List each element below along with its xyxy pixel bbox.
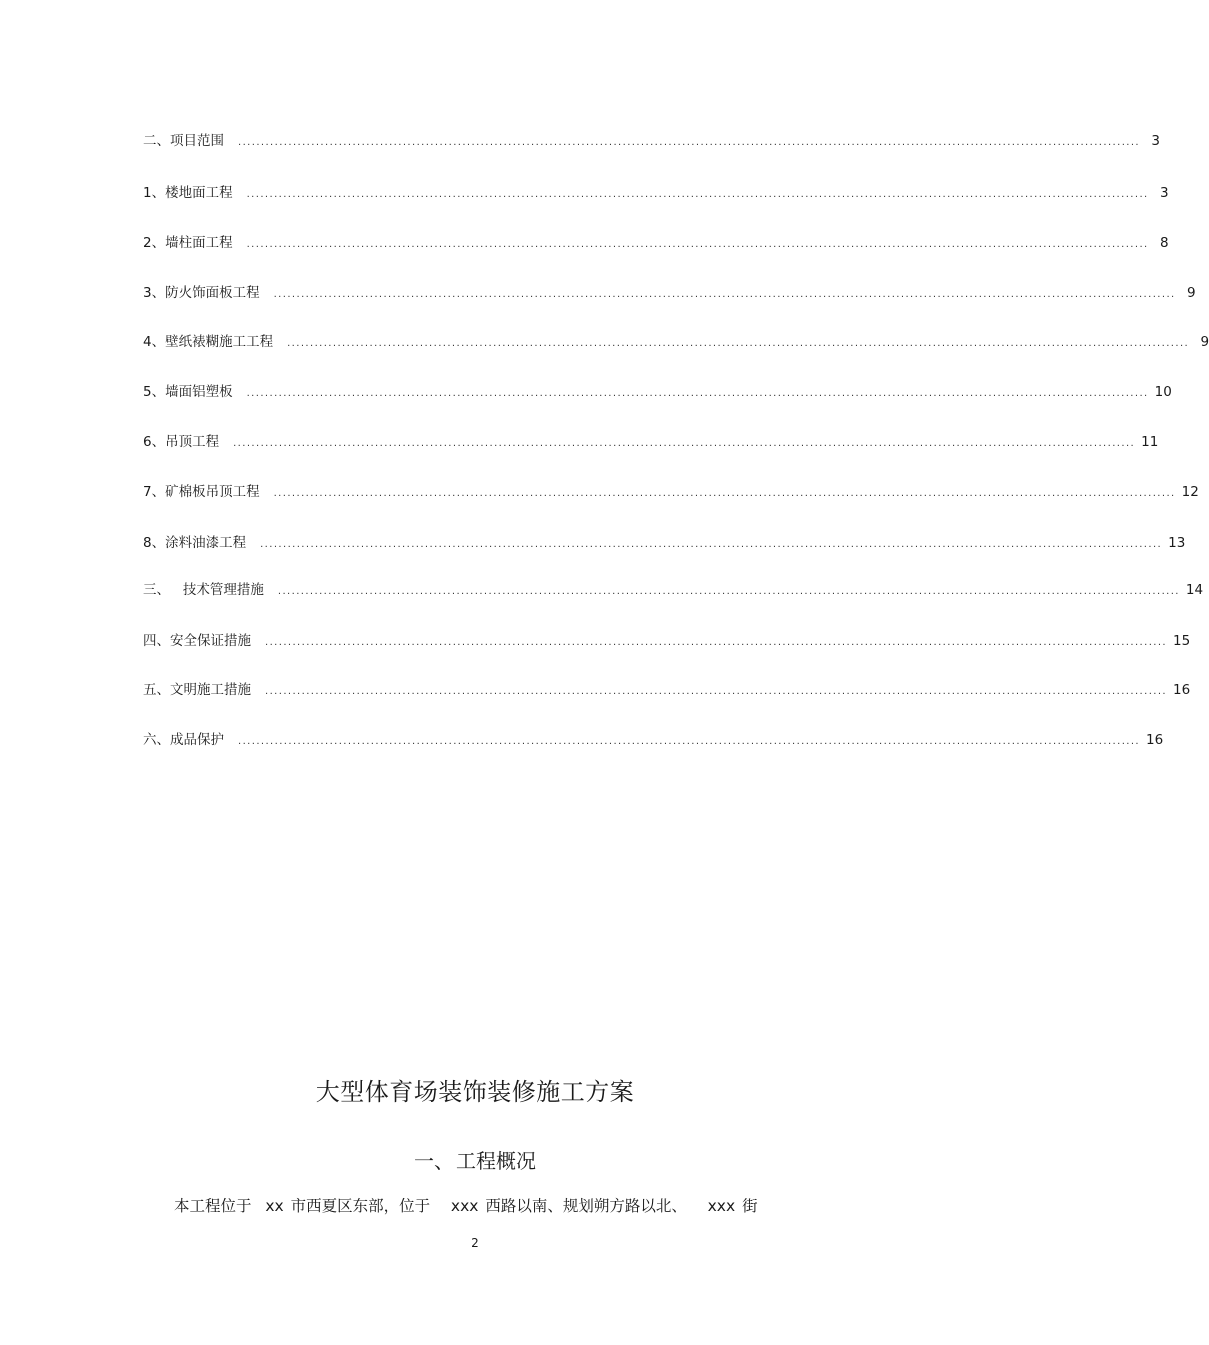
toc-entry[interactable] [143, 580, 1204, 600]
toc-entry-label: 7、矿棉板吊顶工程 [143, 484, 260, 500]
toc-entry[interactable] [143, 382, 1172, 402]
toc-entry-label: 1、楼地面工程 [143, 185, 233, 201]
toc-entry-page: 12 [1181, 484, 1199, 500]
toc-entry-label: 四、安全保证措施 [143, 633, 251, 649]
toc-entry-label: 5、墙面铝塑板 [143, 384, 233, 400]
toc-entry[interactable] [143, 283, 1196, 303]
toc-entry-page: 3 [1151, 133, 1161, 149]
section-number: 一、 [414, 1149, 454, 1173]
toc-entry-page: 8 [1160, 235, 1169, 251]
section-title: 工程概况 [456, 1149, 536, 1173]
toc-entry-page: 15 [1173, 633, 1191, 649]
toc-entry-label: 3、防火饰面板工程 [143, 285, 260, 301]
toc-leader-dots: ..................................................................................................................................................................................................... [260, 539, 1163, 550]
section-heading [0, 1145, 950, 1174]
toc-entry[interactable] [143, 680, 1191, 700]
toc-entry-label: 三、 技术管理措施 [143, 582, 264, 598]
toc-leader-dots: ..................................................................................................................................................................................................... [287, 338, 1190, 349]
body-paragraph: 本工程位于 xx 市西夏区东部，位于 xxx 西路以南、规划朔方路以北、 xxx 街 [174, 1197, 758, 1215]
toc-leader-dots: ..................................................................................................................................................................................................... [265, 637, 1168, 648]
toc-leader-dots: ..................................................................................................................................................................................................... [246, 388, 1149, 399]
toc-entry[interactable] [143, 131, 1161, 151]
toc-leader-dots: ..................................................................................................................................................................................................... [273, 488, 1176, 499]
toc-entry-label: 8、涂料油漆工程 [143, 535, 247, 551]
toc-entry-label: 6、吊顶工程 [143, 434, 220, 450]
toc-entry-label: 二、项目范围 [143, 133, 224, 149]
toc-leader-dots: ..................................................................................................................................................................................................... [246, 239, 1149, 250]
toc-entry-page: 9 [1200, 334, 1209, 350]
toc-entry-page: 14 [1185, 582, 1204, 598]
toc-entry-page: 9 [1187, 285, 1196, 301]
toc-entry-page: 16 [1173, 682, 1191, 698]
toc-entry[interactable] [143, 432, 1159, 452]
toc-entry[interactable] [143, 233, 1169, 253]
toc-entry[interactable] [143, 730, 1164, 750]
toc-entry-label: 4、壁纸裱糊施工工程 [143, 334, 274, 350]
document-title: 大型体育场装饰装修施工方案 [315, 1078, 635, 1106]
toc-entry-page: 16 [1146, 732, 1164, 748]
toc-leader-dots: ..................................................................................................................................................................................................... [246, 189, 1149, 200]
toc-entry[interactable] [143, 631, 1191, 651]
page-number: 2 [471, 1236, 479, 1250]
toc-entry-page: 3 [1160, 185, 1169, 201]
toc-leader-dots: ..................................................................................................................................................................................................... [277, 586, 1180, 597]
toc-entry-page: 13 [1168, 535, 1186, 551]
toc-entry-label: 2、墙柱面工程 [143, 235, 233, 251]
toc-entry-page: 11 [1141, 434, 1159, 450]
toc-leader-dots: ..................................................................................................................................................................................................... [265, 686, 1168, 697]
toc-entry[interactable] [143, 183, 1169, 203]
toc-leader-dots: ..................................................................................................................................................................................................... [238, 137, 1141, 148]
toc-entry-label: 六、成品保护 [143, 732, 224, 748]
toc-leader-dots: ..................................................................................................................................................................................................... [233, 438, 1136, 449]
toc-entry[interactable] [143, 482, 1199, 502]
toc-leader-dots: ..................................................................................................................................................................................................... [238, 736, 1141, 747]
toc-entry-label: 五、文明施工措施 [143, 682, 251, 698]
toc-leader-dots: ..................................................................................................................................................................................................... [273, 289, 1176, 300]
toc-entry[interactable] [143, 332, 1209, 352]
toc-entry-page: 10 [1154, 384, 1172, 400]
toc-entry[interactable] [143, 533, 1186, 553]
